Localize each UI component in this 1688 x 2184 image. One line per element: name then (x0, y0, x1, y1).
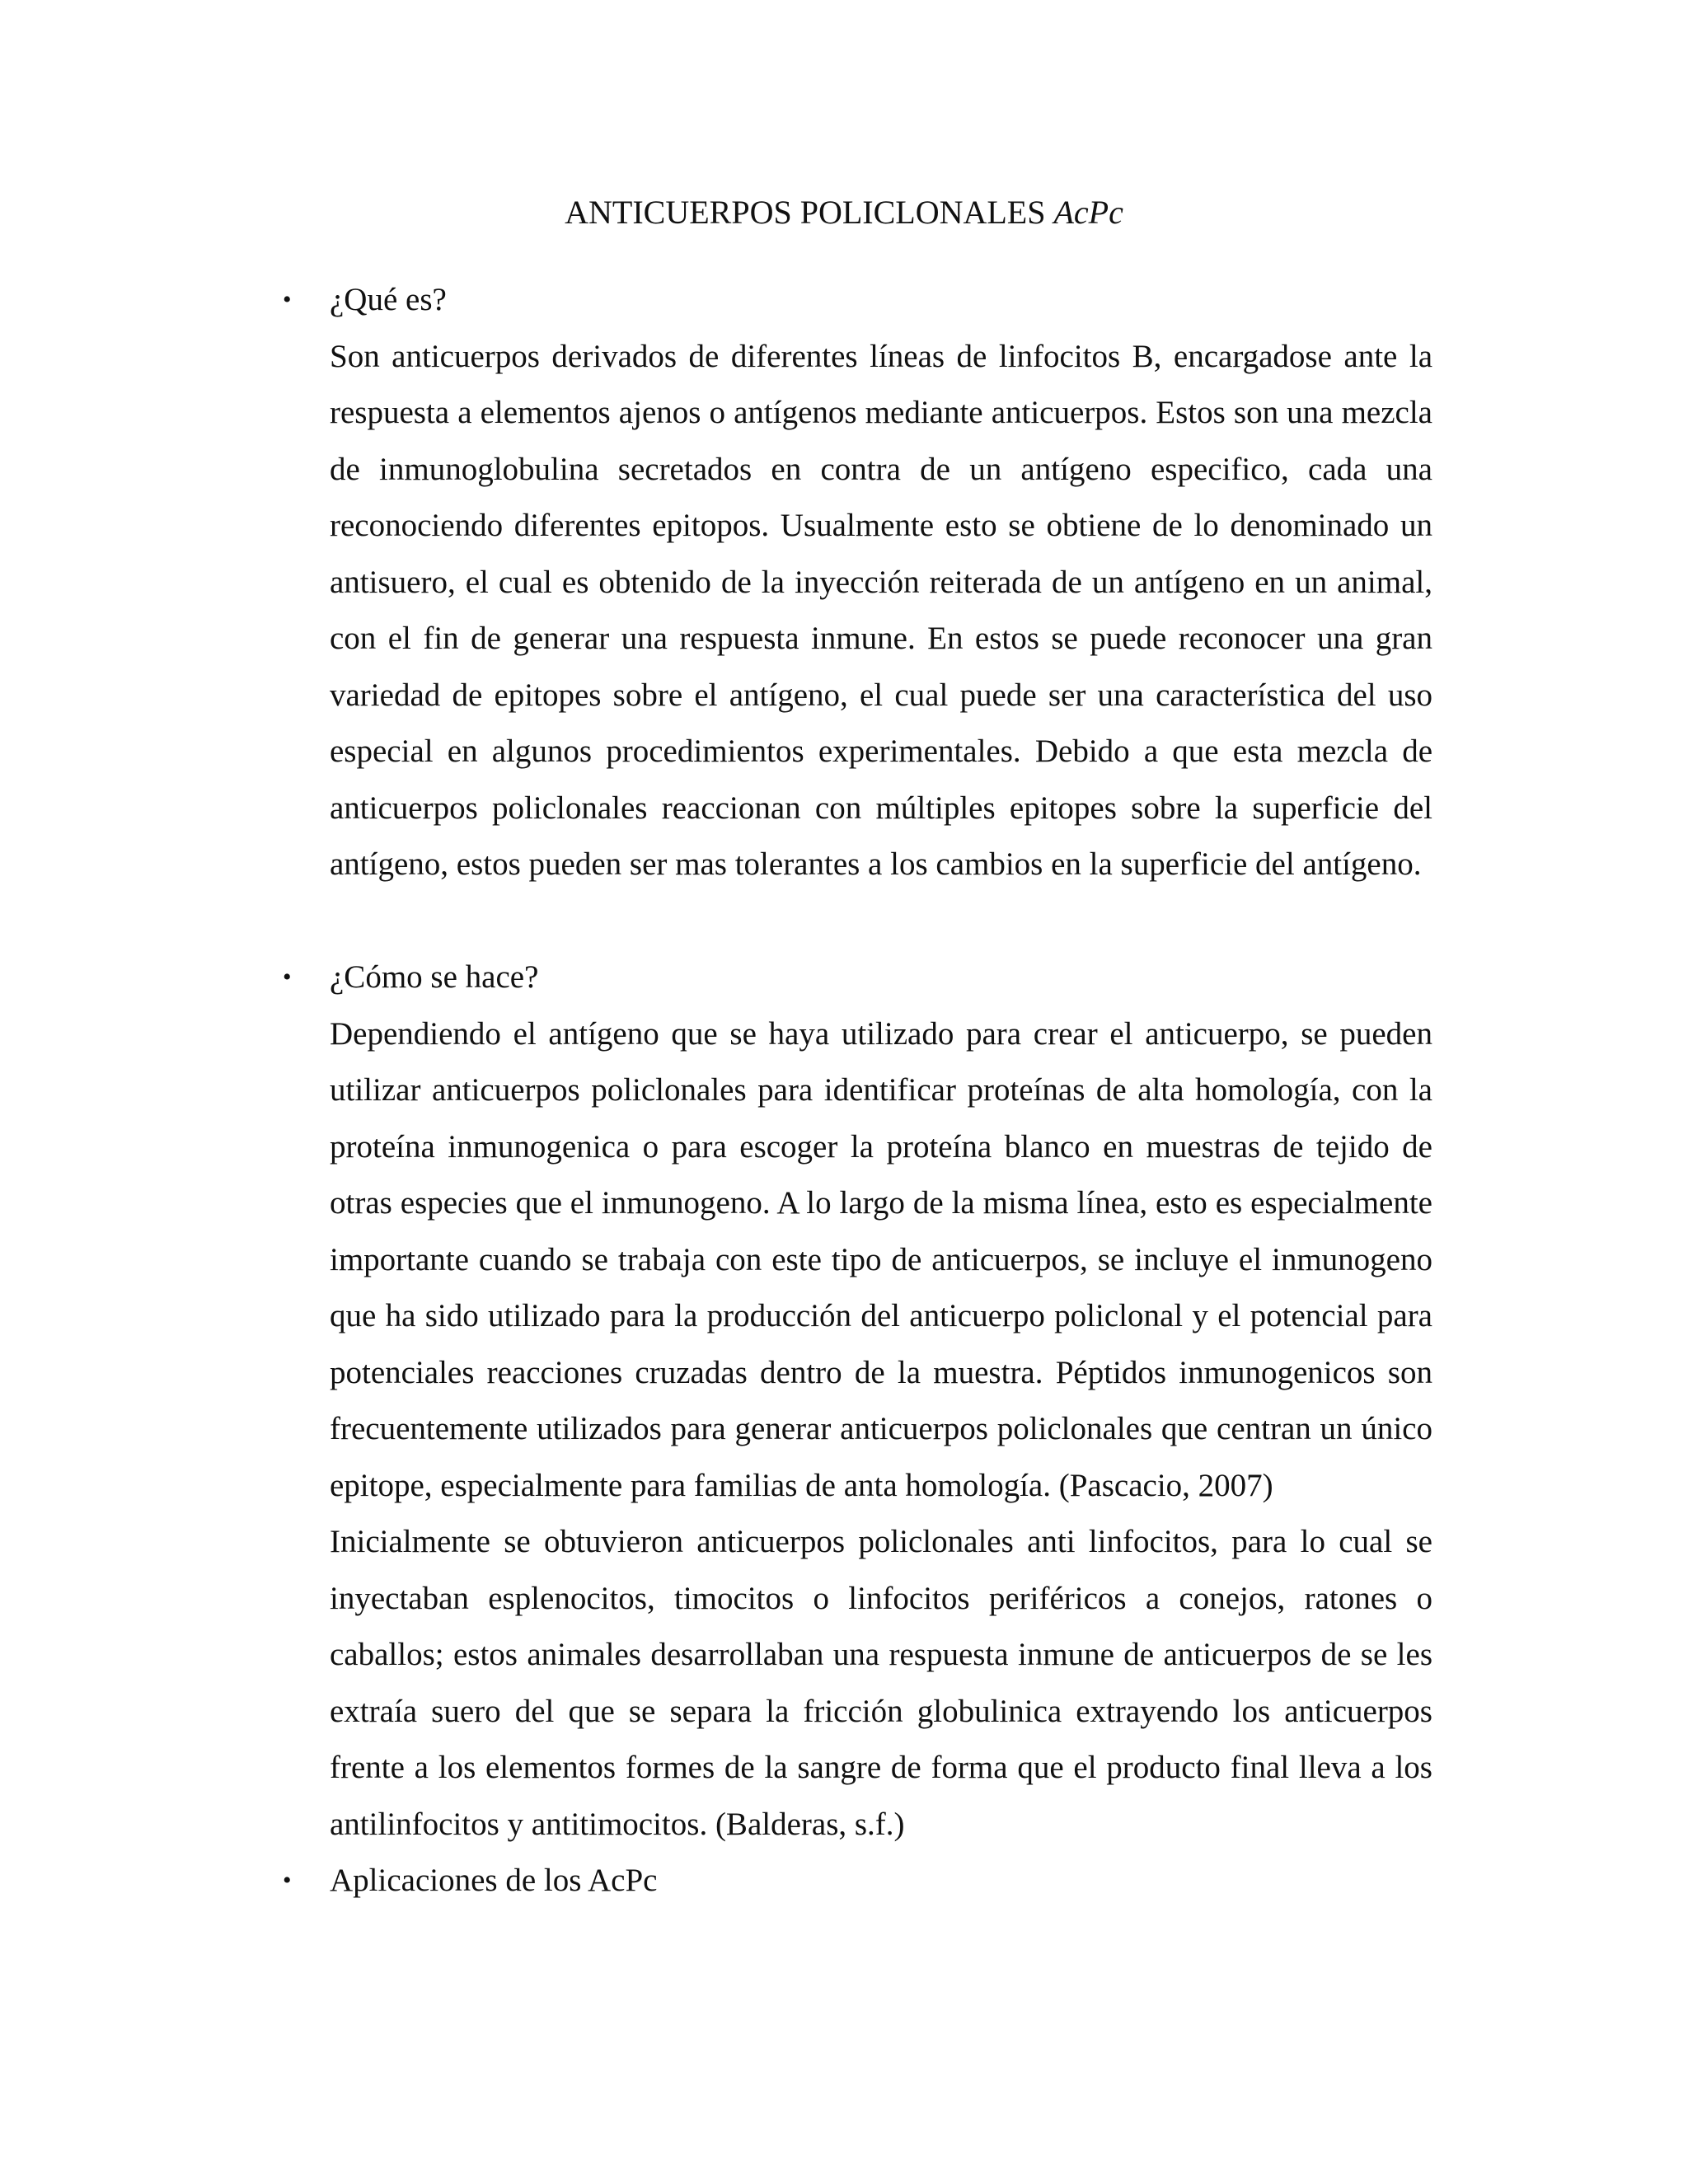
blank-line (330, 893, 1432, 950)
section-como-se-hace (283, 949, 1432, 1853)
section-aplicaciones (283, 1853, 1432, 1910)
title-main-text: ANTICUERPOS POLICLONALES (565, 194, 1046, 231)
title-italic-text: AcPc (1053, 194, 1123, 231)
bullet-icon: • (283, 1867, 292, 1894)
section-que-es (283, 272, 1432, 893)
body-paragraph: Inicialmente se obtuvieron anticuerpos policlonales anti linfocitos, para lo cual se inyectaban esplenocitos, timocitos o linfocitos periféricos a conejos, ratones o caballos; estos animales desarrollaban una respuesta inmune de anticuerpos de se les extraía suero del que se separa la fricción globulinica extrayendo los anticuerpos frente a los elementos formes de la sangre de forma que el producto final lleva a los antilinfocitos y antitimocitos. (Balderas, s.f.) (330, 1524, 1432, 1842)
section-heading-text: ¿Qué es? (330, 282, 447, 317)
bullet-heading (283, 949, 1432, 1006)
body-paragraph: Dependiendo el antígeno que se haya utilizado para crear el anticuerpo, se pueden utilizar anticuerpos policlonales para identificar proteínas de alta homología, con la proteína inmunogenica o para escoger la proteína blanco en muestras de tejido de otras especies que el inmunogeno. A lo largo de la misma línea, esto es especialmente importante cuando se trabaja con este tipo de anticuerpos, se incluye el inmunogeno que ha sido utilizado para la producción del anticuerpo policlonal y el potencial para potenciales reacciones cruzadas dentro de la muestra. Péptidos inmunogenicos son frecuentemente utilizados para generar anticuerpos policlonales que centran un único epitope, especialmente para familias de anta homología. (Pascacio, 2007) (330, 1015, 1432, 1503)
document-title (0, 191, 1688, 234)
section-heading-text: ¿Cómo se hace? (330, 959, 539, 995)
bullet-heading (283, 272, 1432, 329)
bullet-icon: • (283, 963, 292, 991)
bullet-icon: • (283, 286, 292, 313)
document-body (283, 272, 1432, 1910)
body-paragraph: Son anticuerpos derivados de diferentes líneas de linfocitos B, encargadose ante la respuesta a elementos ajenos o antígenos mediante anticuerpos. Estos son una mezcla de inmunoglobulina secretados en contra de un antígeno especifico, cada una reconociendo diferentes epitopos. Usualmente esto se obtiene de lo denominado un antisuero, el cual es obtenido de la inyección reiterada de un antígeno en un animal, con el fin de generar una respuesta inmune. En estos se puede reconocer una gran variedad de epitopes sobre el antígeno, el cual puede ser una característica del uso especial en algunos procedimientos experimentales. Debido a que esta mezcla de anticuerpos policlonales reaccionan con múltiples epitopes sobre la superficie del antígeno, estos pueden ser mas tolerantes a los cambios en la superficie del antígeno. (330, 338, 1432, 882)
bullet-heading (283, 1853, 1432, 1910)
section-heading-text: Aplicaciones de los AcPc (330, 1863, 658, 1898)
